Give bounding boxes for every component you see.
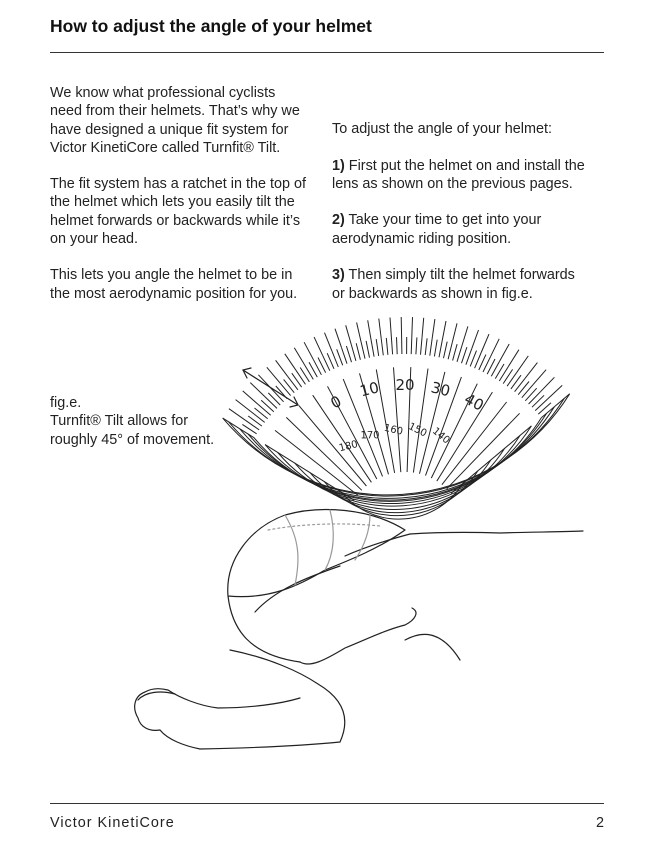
- inner-scale-label: 160: [382, 422, 404, 438]
- scale-tick: [462, 326, 468, 345]
- scale-tick: [261, 400, 274, 411]
- scale-tick: [453, 344, 458, 360]
- scale-division: [413, 369, 428, 473]
- scale-tick: [272, 389, 284, 401]
- outer-scale-label: 10: [357, 378, 381, 401]
- scale-tick: [533, 370, 546, 385]
- inner-scale-label: 140: [429, 425, 452, 447]
- scale-tick: [452, 323, 457, 342]
- scale-tick: [515, 378, 526, 391]
- scale-tick: [242, 424, 256, 433]
- scale-tick: [397, 337, 398, 354]
- scale-tick: [229, 409, 245, 421]
- scale-tick: [481, 334, 489, 352]
- scale-tick: [346, 325, 352, 344]
- scale-tick: [351, 345, 356, 361]
- scale-tick: [357, 323, 362, 343]
- scale-tick: [361, 342, 365, 359]
- tilt-scale-labels: [328, 376, 487, 454]
- scale-division: [376, 370, 394, 473]
- scale-tick: [430, 339, 432, 356]
- helmet-vent-line: [325, 510, 333, 570]
- helmet-tilt-illustration: [0, 310, 654, 780]
- step-text: Take your time to get into your aerodynamic riding position.: [332, 212, 542, 247]
- scale-tick: [386, 338, 388, 355]
- scale-tick: [529, 392, 541, 404]
- scale-tick: [368, 320, 371, 340]
- inner-scale-label: 150: [406, 421, 429, 440]
- tilt-scale-lines: [223, 317, 570, 519]
- footer-brand: Victor KinetiCore: [50, 815, 175, 831]
- outer-scale-label: 0: [327, 391, 345, 413]
- scale-tick: [391, 338, 392, 355]
- scale-tick: [381, 339, 383, 356]
- helmet-vent-line: [285, 515, 298, 585]
- scale-tick: [421, 338, 423, 355]
- figure-caption-text: fig.e. Turnfit® Tilt allows for roughly 45° of movement.: [50, 395, 215, 448]
- scale-tick: [511, 375, 521, 389]
- scale-tick: [342, 348, 348, 364]
- scale-tick: [503, 369, 512, 383]
- scale-tick: [280, 383, 291, 396]
- scale-tick: [508, 350, 519, 367]
- cyclist-back-outline: [410, 531, 583, 534]
- cyclist-arm-outline: [135, 650, 345, 749]
- scale-tick: [285, 354, 296, 371]
- scale-tick: [390, 318, 391, 338]
- scale-tick: [422, 318, 424, 338]
- scale-tick: [250, 383, 264, 397]
- scale-tick: [245, 420, 259, 430]
- outer-scale-label: 20: [395, 376, 415, 394]
- scale-tick: [276, 360, 288, 376]
- scale-tick: [466, 349, 472, 365]
- scale-division: [286, 417, 362, 490]
- intro-paragraph-1: We know what professional cyclists need from their helmets. That’s why we have designed a unique fit system for Victor KinetiCore called Turnfit® Tilt.: [50, 85, 300, 156]
- scale-tick: [444, 342, 448, 359]
- scale-tick: [411, 337, 412, 354]
- scale-tick: [296, 370, 306, 384]
- scale-tick: [518, 382, 529, 395]
- scale-tick: [442, 321, 446, 341]
- inner-scale-label: 170: [360, 430, 380, 442]
- scale-tick: [491, 339, 500, 357]
- outer-scale-label: 30: [429, 378, 453, 401]
- scale-tick: [522, 385, 533, 398]
- scale-tick: [258, 404, 271, 415]
- scale-tick: [325, 333, 333, 352]
- scale-tick: [500, 344, 510, 361]
- helmet-vent-line: [268, 524, 380, 530]
- scale-tick: [535, 399, 547, 411]
- scale-tick: [548, 385, 563, 399]
- scale-tick: [346, 346, 351, 362]
- scale-tick: [525, 363, 537, 379]
- step-text: Then simply tilt the helmet forwards or backwards as shown in fig.e.: [332, 267, 575, 302]
- scale-tick: [379, 319, 381, 339]
- instruction-step-2: [332, 211, 607, 248]
- scale-tick: [236, 400, 252, 412]
- scale-tick: [304, 342, 313, 360]
- scale-tick: [251, 412, 264, 423]
- top-divider: [50, 52, 604, 53]
- scale-tick: [292, 373, 302, 387]
- scale-division: [451, 426, 531, 494]
- scale-tick: [462, 347, 467, 363]
- page-title: How to adjust the angle of your helmet: [50, 16, 372, 36]
- bottom-divider: [50, 803, 604, 804]
- cyclist-chest-outline: [405, 634, 460, 660]
- step-number: 2): [332, 212, 345, 229]
- instruction-step-3: [332, 266, 607, 303]
- scale-tick: [255, 408, 268, 419]
- helmet-outline: [228, 510, 405, 597]
- inner-scale-label: 180: [337, 439, 360, 455]
- instructions-column: [332, 120, 607, 303]
- scale-tick: [356, 343, 360, 360]
- scale-tick: [448, 343, 452, 360]
- scale-tick: [248, 416, 262, 426]
- instruction-step-1: [332, 157, 607, 194]
- scale-tick: [439, 341, 442, 358]
- outer-scale-label: 40: [461, 389, 487, 415]
- scale-tick: [314, 337, 323, 355]
- scale-tick: [267, 367, 280, 382]
- scale-tick: [371, 340, 374, 357]
- scale-tick: [416, 337, 417, 354]
- scale-tick: [434, 340, 437, 357]
- scale-tick: [376, 339, 379, 356]
- intro-paragraph-3: This lets you angle the helmet to be in the most aerodynamic position for you.: [50, 267, 298, 302]
- scale-tick: [265, 397, 277, 409]
- scale-tick: [470, 351, 476, 367]
- step-number: 3): [332, 267, 345, 284]
- scale-tick: [507, 372, 517, 386]
- scale-tick: [294, 348, 304, 365]
- step-text: First put the helmet on and install the lens as shown on the previous pages.: [332, 157, 585, 192]
- scale-tick: [288, 376, 298, 390]
- scale-tick: [432, 319, 435, 339]
- cyclist-shoulder-outline: [345, 534, 410, 556]
- scale-tick: [412, 317, 413, 337]
- page-number: 2: [595, 815, 604, 831]
- scale-tick: [538, 403, 551, 414]
- cyclist-chin-outline: [300, 608, 416, 664]
- step-number: 1): [332, 157, 345, 174]
- scale-tick: [268, 393, 280, 405]
- scale-tick: [284, 379, 295, 392]
- cyclist-outline: [135, 510, 583, 749]
- scale-tick: [517, 356, 529, 372]
- scale-tick: [425, 338, 427, 355]
- instructions-intro: To adjust the angle of your helmet:: [332, 121, 552, 137]
- helmet-vent-line: [355, 514, 370, 560]
- scale-tick: [337, 349, 343, 365]
- scale-tick: [541, 377, 555, 391]
- scale-tick: [243, 391, 258, 404]
- scale-tick: [366, 341, 369, 358]
- scale-tick: [532, 395, 544, 407]
- scale-tick: [457, 346, 462, 362]
- scale-tick: [525, 388, 536, 401]
- intro-column: [50, 84, 332, 303]
- scale-tick: [332, 351, 338, 367]
- scale-tick: [335, 329, 342, 348]
- scale-division: [442, 402, 507, 485]
- scale-tick: [472, 330, 479, 349]
- intro-paragraph-2: The fit system has a ratchet in the top of the helmet which lets you easily tilt the helmet forwards or backwards while it’s on your head.: [50, 176, 306, 248]
